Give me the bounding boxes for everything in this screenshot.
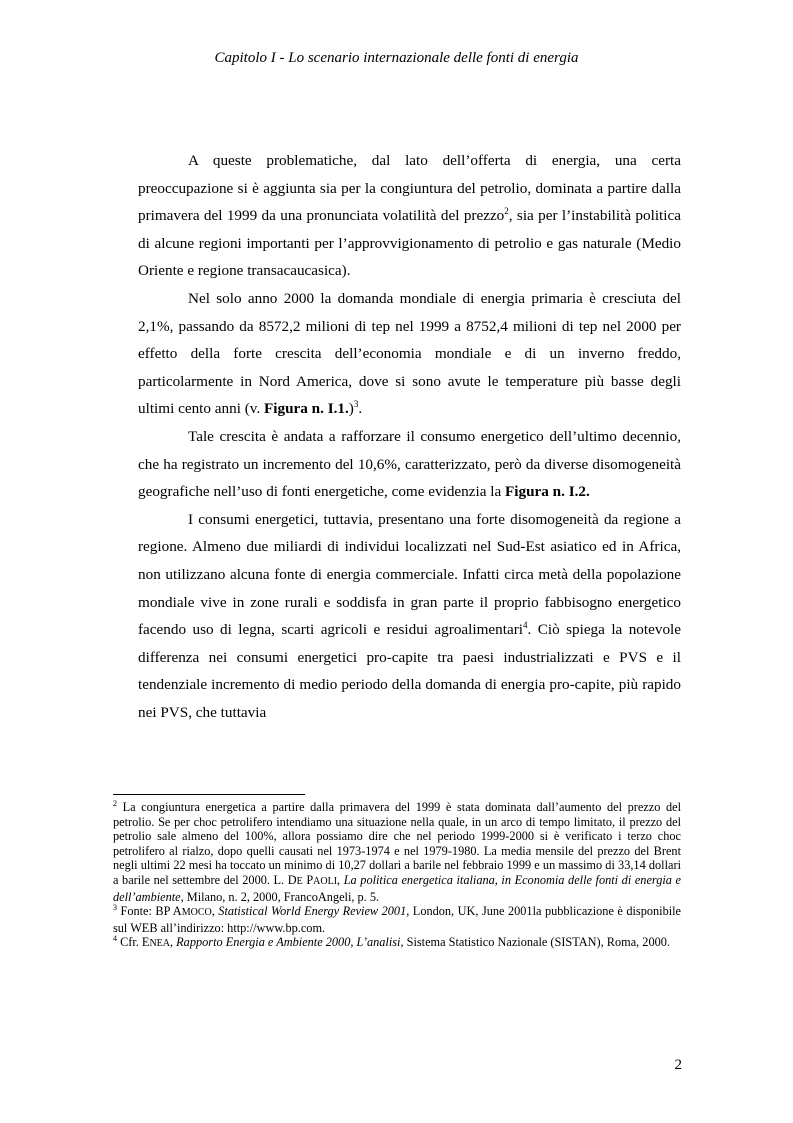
figure-ref-i1: Figura n. I.1. xyxy=(263,400,349,418)
running-header: Capitolo I - Lo scenario internazionale delle fonti di energia xyxy=(214,50,579,66)
figure-ref-i2: Figura n. I.2. xyxy=(505,483,590,501)
footnote-divider xyxy=(113,794,305,795)
paragraph-4: I consumi energetici, tuttavia, presentano una forte disomogeneità da regione a regione. Almeno due miliardi di individui localizzati nel Sud-Est asiatico ed in Africa, non utilizzano alcuna fonte di energia commerciale. Infatti circa metà della popolazione mondiale vive in zone rurali e soddisfa in gran parte il proprio fabbisogno energetico facendo uso di legna, scarti agricoli e residui agroalimentari$^4$. Ciò spiega la notevole differenza nei consumi energetici pro-capite tra paesi industrializzati e PVS e il tendenziale incremento di medio periodo della domanda di energia pro-capite, più rapido nei PVS, che tuttavia xyxy=(138,510,682,721)
footnote-3: $^3$ Fonte: BP AMOCO, Statistical World Energy Review 2001, London, UK, June 2001la pubblicazione è disponibile sul WEB all’indirizzo: http://www.bp.com. xyxy=(113,903,682,935)
footnote-4: $^4$ Cfr. ENEA, Rapporto Energia e Ambiente 2000, L’analisi, Sistema Statistico Nazionale (SISTAN), Roma, 2000. xyxy=(113,934,670,950)
paragraph-3: Tale crescita è andata a rafforzare il consumo energetico dell’ultimo decennio, che ha registrato un incremento del 10,6%, caratterizzato, però da diverse disomogeneità geografiche nell’uso di fonti energetiche, come evidenzia la Figura n. I.2. xyxy=(138,427,681,501)
footnotes xyxy=(113,800,681,952)
footnote-ref-2[interactable]: 2 xyxy=(504,206,509,217)
footnote-2: $^2$ La congiuntura energetica a partire dalla primavera del 1999 è stata dominata dall’aumento del prezzo del petrolio. Se per choc petrolifero intendiamo una situazione nella quale, in un arco di tempo limitato, il prezzo del petrolio sale almeno del 100%, allora possiamo dire che nel periodo 1999-2000 si è verificato i terzo choc petrolifero al rialzo, dopo quelli causati nel 1973-1974 e nel 1979-1980. La media mensile del prezzo del Brent negli ultimi 22 mesi ha toccato un minimo di 10,27 dollari a barile nel febbraio 1999 e un massimo di 33,14 dollari a barile nel settembre del 2000. L. DE PAOLI, La politica energetica italiana, in Economia delle fonti di energia e dell’ambiente, Milano, n. 2, 2000, FrancoAngeli, p. 5. xyxy=(113,798,681,904)
paragraph-1: A queste problematiche, dal lato dell’offerta di energia, una certa preoccupazione si è aggiunta sia per la congiuntura del petrolio, dominata a partire dalla primavera del 1999 da una pronunciata volatilità del prezzo$^2$, sia per l’instabilità politica di alcune regioni importanti per l’approvvigionamento di petrolio e gas naturale (Medio Oriente e regione transacaucasica). xyxy=(138,152,681,280)
paragraph-2: Nel solo anno 2000 la domanda mondiale di energia primaria è cresciuta del 2,1%, passando da 8572,2 milioni di tep nel 1999 a 8752,4 milioni di tep nel 2000 per effetto della forte crescita dell’economia mondiale e di un inverno freddo, particolarmente in Nord America, dove si sono avute le temperature più basse degli ultimi cento anni (v. Figura n. I.1.)$^3$. xyxy=(138,289,681,418)
page-number: 2 xyxy=(674,1057,682,1073)
footnote-ref-4[interactable]: 4 xyxy=(523,620,528,631)
body-text xyxy=(138,147,681,726)
footnote-ref-3[interactable]: 3 xyxy=(353,399,359,410)
